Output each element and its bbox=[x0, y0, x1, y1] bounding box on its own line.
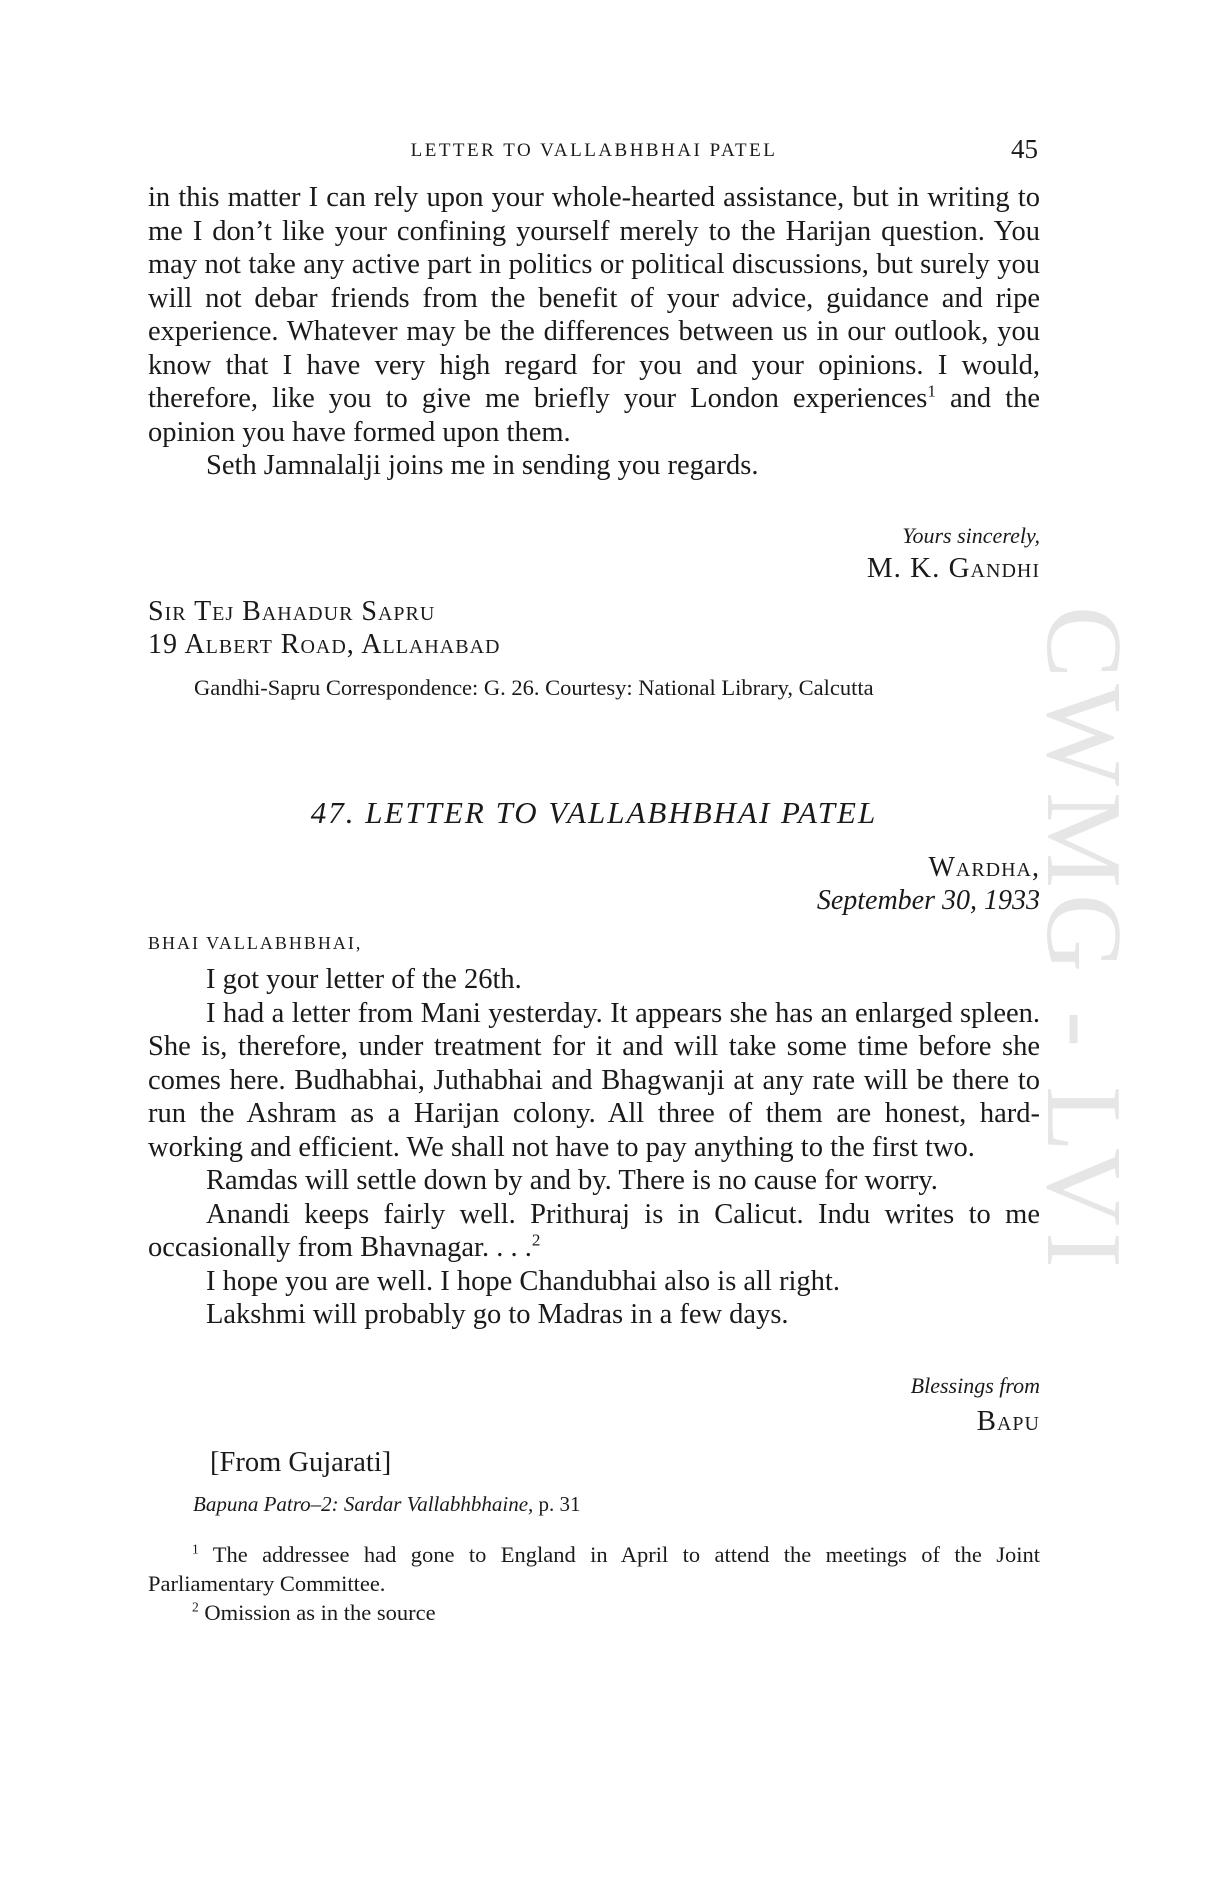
continued-paragraph bbox=[148, 181, 1040, 449]
footnote-1-mark: 1 bbox=[192, 1541, 199, 1557]
letter-date: September 30, 1933 bbox=[816, 885, 1040, 916]
letter-heading: 47. LETTER TO VALLABHBHAI PATEL bbox=[310, 795, 878, 830]
language-note: [From Gujarati] bbox=[210, 1447, 392, 1478]
signature-bapu: Bapu bbox=[976, 1405, 1040, 1437]
footnote-2 bbox=[148, 1598, 1040, 1627]
salutation: BHAI VALLABHBHAI, bbox=[148, 933, 363, 953]
footnotes bbox=[148, 1540, 1040, 1627]
letter-paragraph: I hope you are well. I hope Chandubhai also is all right. bbox=[206, 1265, 840, 1297]
letter-place: Wardha, bbox=[928, 852, 1040, 883]
letter-paragraph: Lakshmi will probably go to Madras in a few days. bbox=[206, 1299, 789, 1330]
closing-blessings: Blessings from bbox=[910, 1373, 1040, 1398]
source-page: p. 31 bbox=[533, 1492, 581, 1516]
footnote-2-text: Omission as in the source bbox=[198, 1600, 436, 1625]
source-reference bbox=[148, 1492, 1040, 1517]
letter-paragraph: I had a letter from Mani yesterday. It appears she has an enlarged spleen. She is, therefore, under treatment for it and will take some time before she comes here. Budhabhai, Juthabhai and Bhagwanji at any rate will be there to run the Ashram as a Harijan colony. All three of them are honest, hard-working and efficient. We shall not have to pay anything to the first two. bbox=[148, 997, 1040, 1163]
footnote-1-text: The addressee had gone to England in April to attend the meetings of the Joint Parliamentary Committee. bbox=[148, 1542, 1040, 1596]
continued-paragraph-text: in this matter I can rely upon your whole-hearted assistance, but in writing to me I don’t like your confining yourself merely to the Harijan question. You may not take any active part in politics or political discussions, but surely you will not debar friends from the benefit of your advice, guidance and ripe experience. Whatever may be the differences between us in our outlook, you know that I have very high regard for you and your opinions. I would, therefore, like you to give me briefly your London experiences bbox=[148, 182, 1040, 414]
page-number: 45 bbox=[1011, 134, 1038, 164]
continued-letter-body bbox=[148, 181, 1040, 483]
letter-paragraph bbox=[148, 1198, 1040, 1265]
footnote-1 bbox=[148, 1540, 1040, 1598]
regards-paragraph: Seth Jamnalalji joins me in sending you regards. bbox=[206, 450, 759, 481]
signature-gandhi: M. K. Gandhi bbox=[866, 552, 1040, 584]
running-title: LETTER TO VALLABHBHAI PATEL bbox=[410, 140, 778, 161]
addressee-name: Sir Tej Bahadur Sapru bbox=[148, 596, 436, 627]
letter-paragraph: I got your letter of the 26th. bbox=[206, 964, 522, 995]
running-head bbox=[148, 134, 1040, 168]
footnote-ref-1: 1 bbox=[927, 381, 936, 401]
source-text: Gandhi-Sapru Correspondence: G. 26. Courtesy: National Library, Calcutta bbox=[194, 675, 874, 700]
footnote-ref-2: 2 bbox=[531, 1230, 541, 1250]
letter-paragraph-text: Anandi keeps fairly well. Prithuraj is in Calicut. Indu writes to me occasionally from Bhavnagar. . . . bbox=[148, 1198, 1040, 1263]
continued-paragraph-end: and the opinion you have formed upon them. bbox=[148, 383, 1041, 448]
footnote-2-mark: 2 bbox=[192, 1599, 199, 1615]
addressee-address: 19 Albert Road, Allahabad bbox=[148, 629, 501, 660]
closing-yours-sincerely: Yours sincerely, bbox=[902, 523, 1040, 548]
watermark-text: CWMG - LVI bbox=[1024, 606, 1143, 1274]
source-citation bbox=[148, 670, 1040, 705]
source-title: Bapuna Patro–2: Sardar Vallabhbhaine, bbox=[193, 1492, 534, 1516]
watermark bbox=[1024, 505, 1143, 1375]
letter-body bbox=[148, 963, 1040, 1332]
letter-paragraph: Ramdas will settle down by and by. There is no cause for worry. bbox=[206, 1165, 938, 1196]
